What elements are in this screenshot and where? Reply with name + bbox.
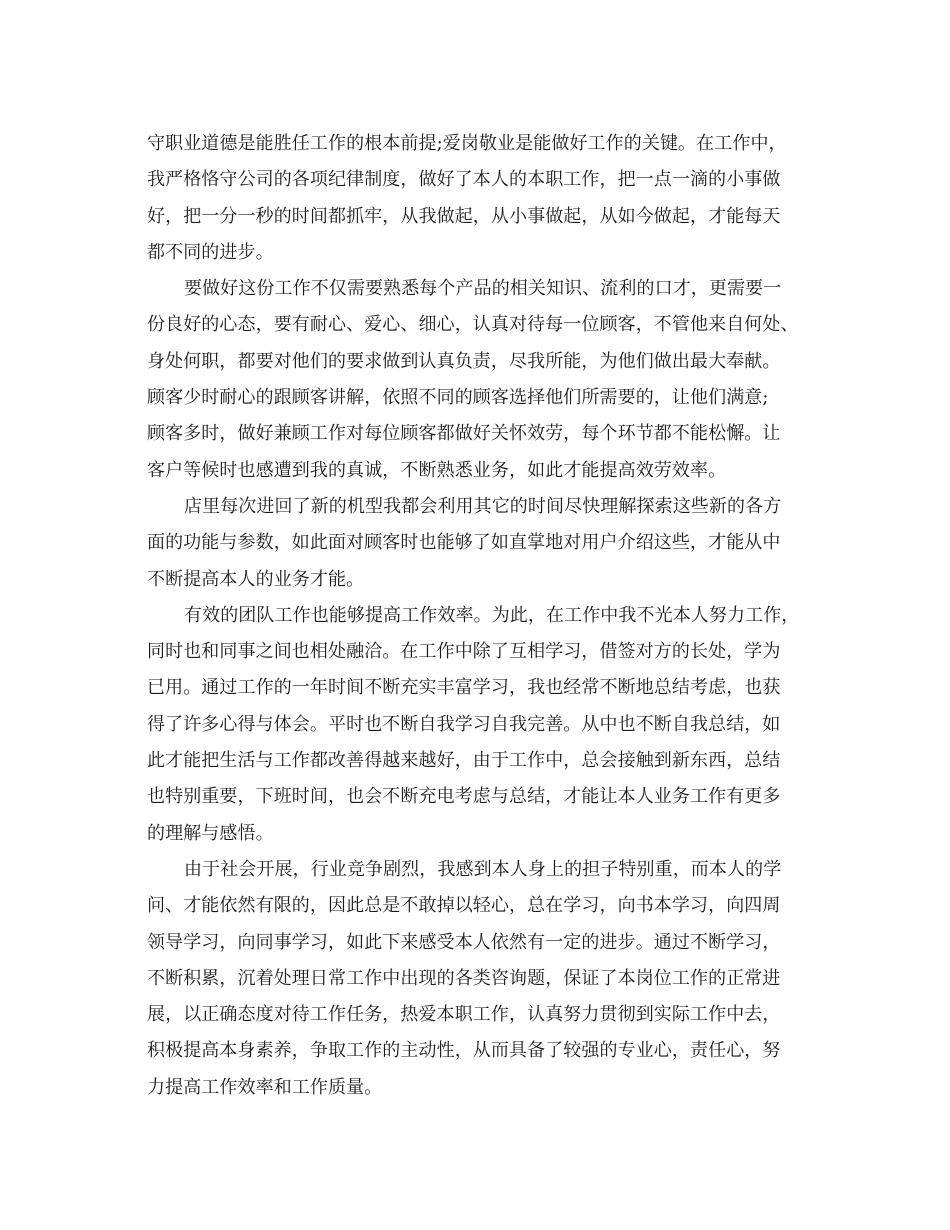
paragraph-line: 店里每次进回了新的机型我都会利用其它的时间尽快理解探索这些新的各方 bbox=[184, 495, 782, 517]
paragraph-line: 客户等候时也感遭到我的真诚，不断熟悉业务，如此才能提高效劳效率。 bbox=[147, 459, 727, 481]
paragraph-line: 此才能把生活与工作都改善得越来越好，由于工作中，总会接触到新东西，总结 bbox=[147, 750, 781, 772]
paragraph-line: 同时也和同事之间也相处融洽。在工作中除了互相学习，借签对方的长处，学为 bbox=[147, 641, 781, 663]
paragraph-line: 积极提高本身素养，争取工作的主动性，从而具备了较强的专业心，责任心，努 bbox=[147, 1040, 781, 1062]
paragraph-line: 顾客多时，做好兼顾工作对每位顾客都做好关怀效劳，每个环节都不能松懈。让 bbox=[147, 423, 781, 445]
paragraph-line: 的理解与感悟。 bbox=[147, 822, 274, 844]
paragraph-line: 顾客少时耐心的跟顾客讲解，依照不同的顾客选择他们所需要的，让他们满意; bbox=[147, 387, 769, 409]
paragraph-5 bbox=[147, 852, 807, 1106]
paragraph-line: 面的功能与参数，如此面对顾客时也能够了如直掌地对用户介绍这些，才能从中 bbox=[147, 532, 781, 554]
paragraph-1 bbox=[147, 126, 807, 271]
paragraph-4 bbox=[147, 598, 807, 852]
paragraph-line: 已用。通过工作的一年时间不断充实丰富学习，我也经常不断地总结考虑，也获 bbox=[147, 677, 781, 699]
paragraph-2 bbox=[147, 271, 807, 489]
paragraph-line: 份良好的心态，要有耐心、爱心、细心，认真对待每一位顾客，不管他来自何处、 bbox=[147, 314, 799, 336]
paragraph-line: 领导学习，向同事学习，如此下来感受本人依然有一定的进步。通过不断学习， bbox=[147, 931, 781, 953]
paragraph-line: 力提高工作效率和工作质量。 bbox=[147, 1076, 383, 1098]
paragraph-line: 不断提高本人的业务才能。 bbox=[147, 568, 365, 590]
paragraph-line: 我严格恪守公司的各项纪律制度，做好了本人的本职工作，把一点一滴的小事做 bbox=[147, 169, 781, 191]
paragraph-line: 不断积累，沉着处理日常工作中出现的各类咨询题，保证了本岗位工作的正常进 bbox=[147, 967, 781, 989]
paragraph-line: 也特别重要，下班时间，也会不断充电考虑与总结，才能让本人业务工作有更多 bbox=[147, 786, 781, 808]
paragraph-line: 展，以正确态度对待工作任务，热爱本职工作，认真努力贯彻到实际工作中去， bbox=[147, 1004, 781, 1026]
paragraph-3 bbox=[147, 489, 807, 598]
paragraph-line: 有效的团队工作也能够提高工作效率。为此，在工作中我不光本人努力工作， bbox=[184, 604, 800, 626]
paragraph-line: 由于社会开展，行业竞争剧烈，我感到本人身上的担子特别重，而本人的学 bbox=[184, 858, 782, 880]
paragraph-line: 问、才能依然有限的，因此总是不敢掉以轻心，总在学习，向书本学习，向四周 bbox=[147, 895, 781, 917]
paragraph-line: 好，把一分一秒的时间都抓牢，从我做起，从小事做起，从如今做起，才能每天 bbox=[147, 205, 781, 227]
paragraph-line: 得了许多心得与体会。平时也不断自我学习自我完善。从中也不断自我总结，如 bbox=[147, 713, 781, 735]
body-text bbox=[147, 126, 807, 1106]
paragraph-line: 要做好这份工作不仅需要熟悉每个产品的相关知识、流利的口才，更需要一 bbox=[184, 278, 782, 300]
paragraph-line: 身处何职，都要对他们的要求做到认真负责，尽我所能，为他们做出最大奉献。 bbox=[147, 350, 781, 372]
paragraph-line: 都不同的进步。 bbox=[147, 241, 274, 263]
paragraph-line: 守职业道德是能胜任工作的根本前提;爱岗敬业是能做好工作的关键。在工作中， bbox=[147, 133, 787, 154]
